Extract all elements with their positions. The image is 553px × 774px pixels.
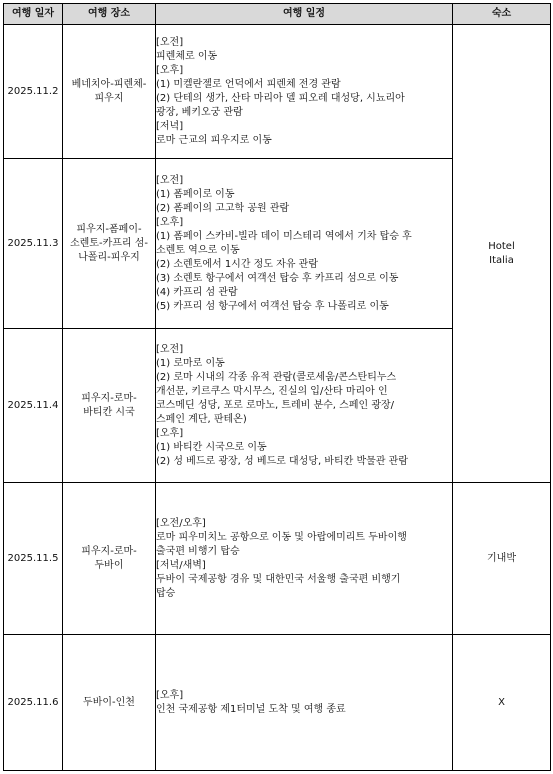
schedule-cell — [156, 159, 453, 329]
schedule-line: [오후] — [156, 64, 184, 76]
place-line: 나폴리-피우지 — [78, 251, 140, 263]
table-row — [4, 635, 551, 771]
date-cell: 2025.11.2 — [4, 25, 63, 159]
place-cell — [63, 329, 156, 483]
schedule-line: (2) 폼페이의 고고학 공원 관람 — [156, 202, 290, 214]
header-schedule: 여행 일정 — [156, 4, 453, 25]
place-cell — [63, 483, 156, 635]
place-line: 피우지 — [94, 92, 124, 104]
schedule-line: (2) 단테의 생가, 산타 마리아 델 피오레 대성당, 시뇨리아 — [156, 92, 405, 104]
schedule-line: 광장, 베키오궁 관람 — [156, 106, 243, 118]
schedule-line: (3) 소렌토 항구에서 여객선 탑승 후 카프리 섬으로 이동 — [156, 272, 399, 284]
schedule-line: 출국편 비행기 탑승 — [156, 545, 240, 557]
date-cell: 2025.11.6 — [4, 635, 63, 771]
schedule-line: 개선문, 키르쿠스 막시무스, 진실의 입/산타 마리아 인 — [156, 385, 388, 397]
schedule-line: [오전] — [156, 343, 184, 355]
schedule-line: [오전/오후] — [156, 517, 206, 529]
schedule-line: [오후] — [156, 427, 184, 439]
lodging-cell: 기내박 — [453, 483, 551, 635]
schedule-line: 피렌체로 이동 — [156, 50, 218, 62]
place-line: 베네치아-피렌체- — [71, 78, 147, 90]
table-row — [4, 25, 551, 159]
schedule-cell — [156, 25, 453, 159]
schedule-line: (1) 폼페이 스카비-빌라 데이 미스테리 역에서 기차 탑승 후 — [156, 230, 412, 242]
table-row — [4, 483, 551, 635]
schedule-line: (1) 폼페이로 이동 — [156, 188, 235, 200]
place-cell — [63, 25, 156, 159]
schedule-line: [저녁] — [156, 120, 184, 132]
schedule-line: (2) 로마 시내의 각종 유적 관람(콜로세움/콘스탄티누스 — [156, 371, 397, 383]
lodging-cell: X — [453, 635, 551, 771]
schedule-cell — [156, 483, 453, 635]
schedule-line: 코스메딘 성당, 포로 로마노, 트레비 분수, 스페인 광장/ — [156, 399, 395, 411]
schedule-line: (2) 소렌토에서 1시간 정도 자유 관람 — [156, 258, 319, 270]
date-cell: 2025.11.3 — [4, 159, 63, 329]
schedule-line: [오후] — [156, 689, 184, 701]
hotel-line: Hotel — [488, 240, 515, 252]
place-line: 피우지-로마- — [81, 392, 137, 404]
place-line: 피우지-폼페이- — [76, 223, 142, 235]
schedule-line: [오전] — [156, 36, 184, 48]
schedule-line: 로마 피우미치노 공항으로 이동 및 아랍에미리트 두바이행 — [156, 531, 407, 543]
place-cell — [63, 159, 156, 329]
date-cell: 2025.11.4 — [4, 329, 63, 483]
schedule-cell — [156, 635, 453, 771]
schedule-line: [저녁/새벽] — [156, 559, 206, 571]
place-line: 두바이-인천 — [83, 696, 135, 708]
header-lodging: 숙소 — [453, 4, 551, 25]
place-line: 바티칸 시국 — [83, 406, 135, 418]
hotel-cell — [453, 25, 551, 483]
schedule-line: (1) 로마로 이동 — [156, 357, 225, 369]
schedule-line: 소렌토 역으로 이동 — [156, 244, 240, 256]
place-line: 소렌토-카프리 섬- — [69, 237, 148, 249]
header-place: 여행 장소 — [63, 4, 156, 25]
place-line: 두바이 — [94, 559, 124, 571]
schedule-line: 탑승 — [156, 587, 176, 599]
schedule-line: [오전] — [156, 174, 184, 186]
schedule-line: 인천 국제공항 제1터미널 도착 및 여행 종료 — [156, 703, 346, 715]
schedule-line: 로마 근교의 피우지로 이동 — [156, 134, 272, 146]
schedule-line: 두바이 국제공항 경유 및 대한민국 서울행 출국편 비행기 — [156, 573, 401, 585]
header-date: 여행 일자 — [4, 4, 63, 25]
schedule-line: (1) 바티칸 시국으로 이동 — [156, 441, 267, 453]
date-cell: 2025.11.5 — [4, 483, 63, 635]
schedule-line: 스페인 계단, 판테온) — [156, 413, 247, 425]
schedule-cell — [156, 329, 453, 483]
schedule-line: (5) 카프리 섬 항구에서 여객선 탑승 후 나폴리로 이동 — [156, 300, 389, 312]
schedule-line: (4) 카프리 섬 관람 — [156, 286, 238, 298]
itinerary-table — [3, 3, 551, 771]
header-row — [4, 4, 551, 25]
schedule-line: (1) 미켈란젤로 언덕에서 피렌체 전경 관람 — [156, 78, 341, 90]
schedule-line: [오후] — [156, 216, 184, 228]
hotel-line: Italia — [489, 254, 514, 266]
place-cell — [63, 635, 156, 771]
schedule-line: (2) 성 베드로 광장, 성 베드로 대성당, 바티칸 박물관 관람 — [156, 455, 408, 467]
place-line: 피우지-로마- — [81, 545, 137, 557]
